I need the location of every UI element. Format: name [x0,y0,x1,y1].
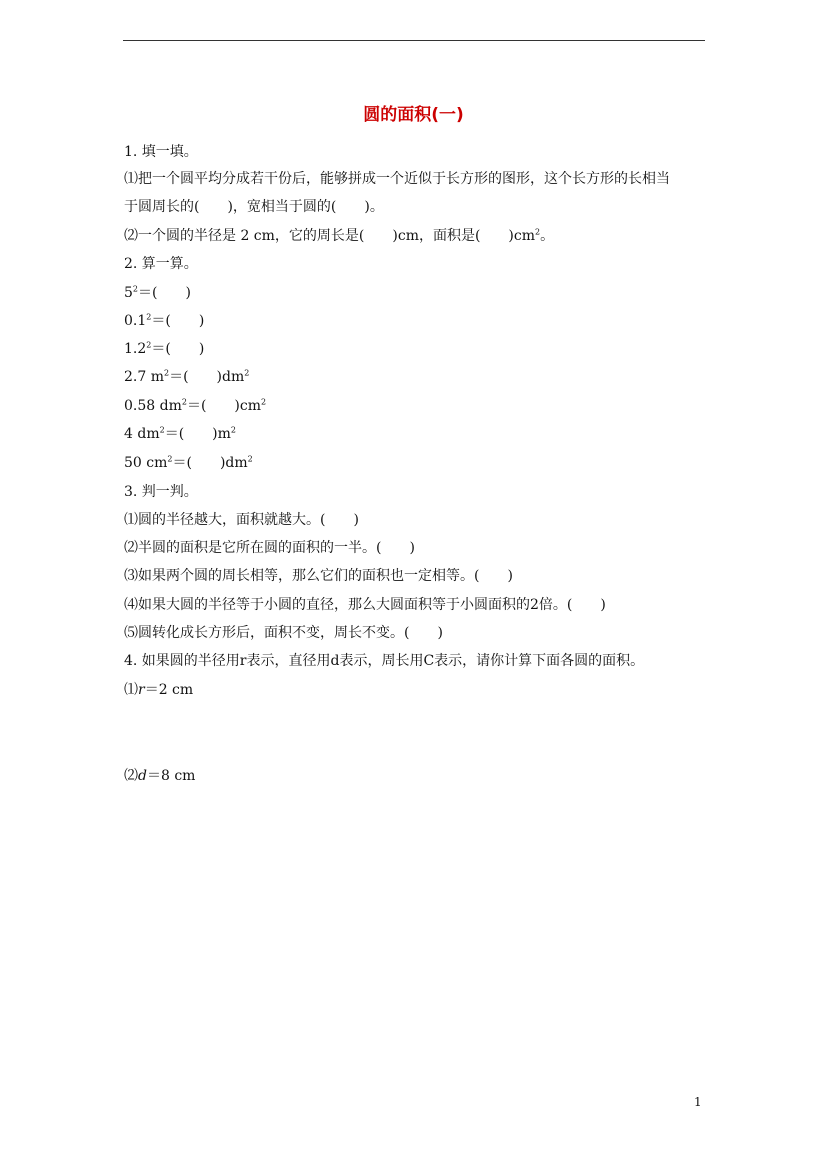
q3-heading: 3. 判一判。 [124,484,198,500]
q1-item2-end: 。 [540,228,555,244]
q2-heading: 2. 算一算。 [124,256,198,272]
q2-row [124,282,191,302]
q1-item1-line1: ⑴把一个圆平均分成若干份后，能够拼成一个近似于长方形的图形，这个长方形的长相当 [124,171,670,187]
q2-row-rhs: ＝( )dm [172,455,248,471]
q2-row-lhs: 50 cm [124,455,168,471]
q1-item1-line2: 于圆周长的( )，宽相当于圆的( )。 [124,199,384,215]
q2-row [124,338,204,358]
q4-item2-number: ⑵ [124,768,138,784]
q3-item: ⑶如果两个圆的周长相等，那么它们的面积也一定相等。( ) [124,568,513,584]
q2-row-lhs-sup: 2 [132,284,139,294]
q2-row-rhs-sup: 2 [247,454,253,464]
q3-item: ⑷如果大圆的半径等于小圆的直径，那么大圆面积等于小圆面积的2倍。( ) [124,597,606,613]
q2-row-rhs-sup: 2 [230,425,236,435]
q4-item2-variable: d [138,768,147,784]
q2-row-rhs: ＝( ) [138,285,191,301]
q2-row-lhs: 2.7 m [124,369,164,385]
q2-row-lhs: 0.58 dm [124,398,182,414]
page-title: 圆的面积(一) [363,105,464,125]
q2-row [124,310,204,330]
q2-row-rhs: ＝( ) [151,313,205,329]
q4-item2 [124,765,195,785]
q4-item2-value: ＝8 cm [146,768,196,784]
q2-row-lhs-sup: 2 [159,425,165,435]
q2-row-rhs: ＝( )cm [186,398,261,414]
q1-heading: 1. 填一填。 [124,144,198,160]
q2-row-lhs-sup: 2 [181,397,187,407]
q2-row-rhs-sup: 2 [244,368,250,378]
q4-item1-number: ⑴ [124,682,138,698]
q2-row-lhs-sup: 2 [146,340,152,350]
q2-row-rhs-sup: 2 [261,397,267,407]
q2-row-rhs: ＝( )dm [169,369,245,385]
q2-row [124,423,236,443]
q2-row-lhs-sup: 2 [164,368,170,378]
q2-row-rhs: ＝( ) [151,341,205,357]
q2-row [124,395,266,415]
q4-item1-value: ＝2 cm [144,682,194,698]
q2-row-lhs-sup: 2 [167,454,173,464]
q3-item: ⑵半圆的面积是它所在圆的面积的一半。( ) [124,540,415,556]
q2-row-rhs: ＝( )m [164,426,231,442]
q2-row-lhs: 5 [124,285,133,301]
q4-heading: 4. 如果圆的半径用r表示，直径用d表示，周长用C表示，请你计算下面各圆的面积。 [124,653,645,669]
q2-row [124,366,249,386]
header-rule [123,40,705,41]
q1-item2 [124,225,554,245]
q1-item2-text: ⑵一个圆的半径是 2 cm，它的周长是( )cm，面积是( )cm [124,228,536,244]
q2-row-lhs: 4 dm [124,426,160,442]
q2-row-lhs-sup: 2 [146,312,152,322]
q4-item1 [124,679,193,699]
q1-item2-sup: 2 [535,227,541,237]
q2-row [124,452,253,472]
page-number: 1 [694,1095,702,1109]
q2-row-lhs: 0.1 [124,313,147,329]
q3-item: ⑸圆转化成长方形后，面积不变，周长不变。( ) [124,625,443,641]
q2-row-lhs: 1.2 [124,341,147,357]
q4-item1-variable: r [138,682,145,698]
q3-item: ⑴圆的半径越大，面积就越大。( ) [124,512,359,528]
